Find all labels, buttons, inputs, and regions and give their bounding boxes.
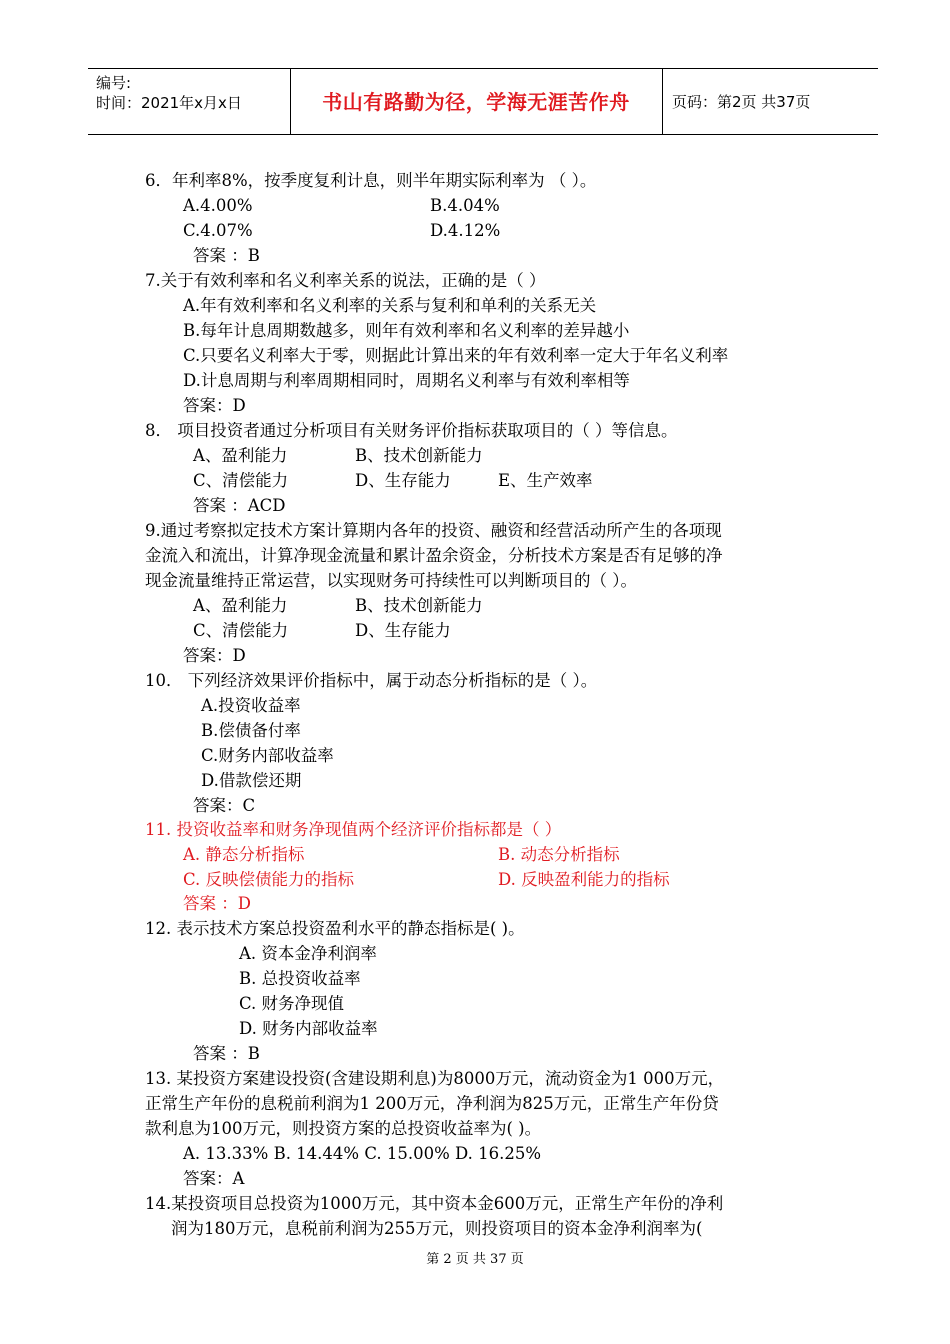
- header-divider-2: [662, 69, 663, 135]
- q13-options: A. 13.33% B. 14.44% C. 15.00% D. 16.25%: [183, 1144, 542, 1163]
- q12-stem: 12. 表示技术方案总投资盈利水平的静态指标是( )。: [145, 919, 525, 938]
- q7-answer: 答案：D: [183, 396, 246, 415]
- q12-option-c: C. 财务净现值: [239, 994, 345, 1013]
- header-id-label: 编号:: [96, 74, 132, 92]
- q9-option-c: C、清偿能力: [193, 621, 289, 640]
- q8-option-e: E、生产效率: [498, 471, 593, 490]
- q13-stem-line-3: 款利息为100万元，则投资方案的总投资收益率为( )。: [145, 1119, 542, 1138]
- q13-stem-line-1: 13. 某投资方案建设投资(含建设期利息)为8000万元，流动资金为1 000万元，: [145, 1069, 725, 1088]
- q8-option-a: A、盈利能力: [193, 446, 288, 465]
- q13-stem-line-2: 正常生产年份的息税前利润为1 200万元，净利润为825万元，正常生产年份贷: [145, 1094, 719, 1113]
- q6-option-d: D.4.12%: [430, 221, 501, 240]
- header-meta: [96, 73, 242, 113]
- q10-stem: 10． 下列经济效果评价指标中，属于动态分析指标的是（ ）。: [145, 671, 598, 690]
- q9-stem-line-3: 现金流量维持正常运营，以实现财务可持续性可以判断项目的（ ）。: [145, 571, 637, 590]
- page-footer: 第 2 页 共 37 页: [426, 1252, 524, 1267]
- q7-option-a: A.年有效利率和名义利率的关系与复利和单利的关系无关: [183, 296, 597, 315]
- page-header: [88, 68, 878, 135]
- q8-option-d: D、生存能力: [355, 471, 451, 490]
- q6-option-a: A.4.00%: [183, 196, 253, 215]
- q11-option-c: C. 反映偿债能力的指标: [183, 870, 355, 889]
- q7-stem: 7.关于有效利率和名义利率关系的说法，正确的是（ ）: [145, 271, 546, 290]
- q9-option-a: A、盈利能力: [193, 596, 288, 615]
- q8-answer: 答案 ：ACD: [193, 496, 286, 515]
- header-time: 时间：2021年x月x日: [96, 94, 242, 112]
- q13-answer: 答案：A: [183, 1169, 245, 1188]
- q12-option-a: A. 资本金净利润率: [239, 944, 377, 963]
- q10-option-a: A.投资收益率: [201, 696, 301, 715]
- q6-option-c: C.4.07%: [183, 221, 253, 240]
- q11-answer: 答案 ：D: [183, 894, 251, 913]
- q9-stem-line-1: 9.通过考察拟定技术方案计算期内各年的投资、融资和经营活动所产生的各项现: [145, 521, 722, 540]
- q9-option-b: B、技术创新能力: [355, 596, 483, 615]
- q10-option-d: D.借款偿还期: [201, 771, 302, 790]
- q7-option-d: D.计息周期与利率周期相同时，周期名义利率与有效利率相等: [183, 371, 630, 390]
- q9-stem-line-2: 金流入和流出，计算净现金流量和累计盈余资金，分析技术方案是否有足够的净: [145, 546, 723, 565]
- q8-option-b: B、技术创新能力: [355, 446, 483, 465]
- q10-option-c: C.财务内部收益率: [201, 746, 334, 765]
- q8-option-c: C、清偿能力: [193, 471, 289, 490]
- q11-option-b: B. 动态分析指标: [498, 845, 620, 864]
- q14-stem-line-2: 润为180万元，息税前利润为255万元，则投资项目的资本金净利润率为(: [171, 1219, 703, 1238]
- q8-stem: 8． 项目投资者通过分析项目有关财务评价指标获取项目的（ ）等信息。: [145, 421, 678, 440]
- q7-option-c: C.只要名义利率大于零，则据此计算出来的年有效利率一定大于年名义利率: [183, 346, 729, 365]
- q12-answer: 答案 ：B: [193, 1044, 260, 1063]
- q10-option-b: B.偿债备付率: [201, 721, 301, 740]
- q6-option-b: B.4.04%: [430, 196, 500, 215]
- q12-option-d: D. 财务内部收益率: [239, 1019, 378, 1038]
- q11-option-d: D. 反映盈利能力的指标: [498, 870, 670, 889]
- q14-stem-line-1: 14.某投资项目总投资为1000万元，其中资本金600万元，正常生产年份的净利: [145, 1194, 724, 1213]
- q9-option-d: D、生存能力: [355, 621, 451, 640]
- q12-option-b: B. 总投资收益率: [239, 969, 361, 988]
- q6-stem: 6．年利率8%，按季度复利计息，则半年期实际利率为 （ ）。: [145, 171, 597, 190]
- q10-answer: 答案：C: [193, 796, 256, 815]
- q6-answer: 答案 ：B: [193, 246, 260, 265]
- q9-answer: 答案：D: [183, 646, 246, 665]
- q11-option-a: A. 静态分析指标: [183, 845, 305, 864]
- q7-option-b: B.每年计息周期数越多，则年有效利率和名义利率的差异越小: [183, 321, 630, 340]
- header-page-info: 页码：第2页 共37页: [672, 93, 811, 111]
- header-motto: 书山有路勤为径，学海无涯苦作舟: [322, 90, 630, 114]
- q11-stem: 11. 投资收益率和财务净现值两个经济评价指标都是（ ）: [145, 820, 562, 839]
